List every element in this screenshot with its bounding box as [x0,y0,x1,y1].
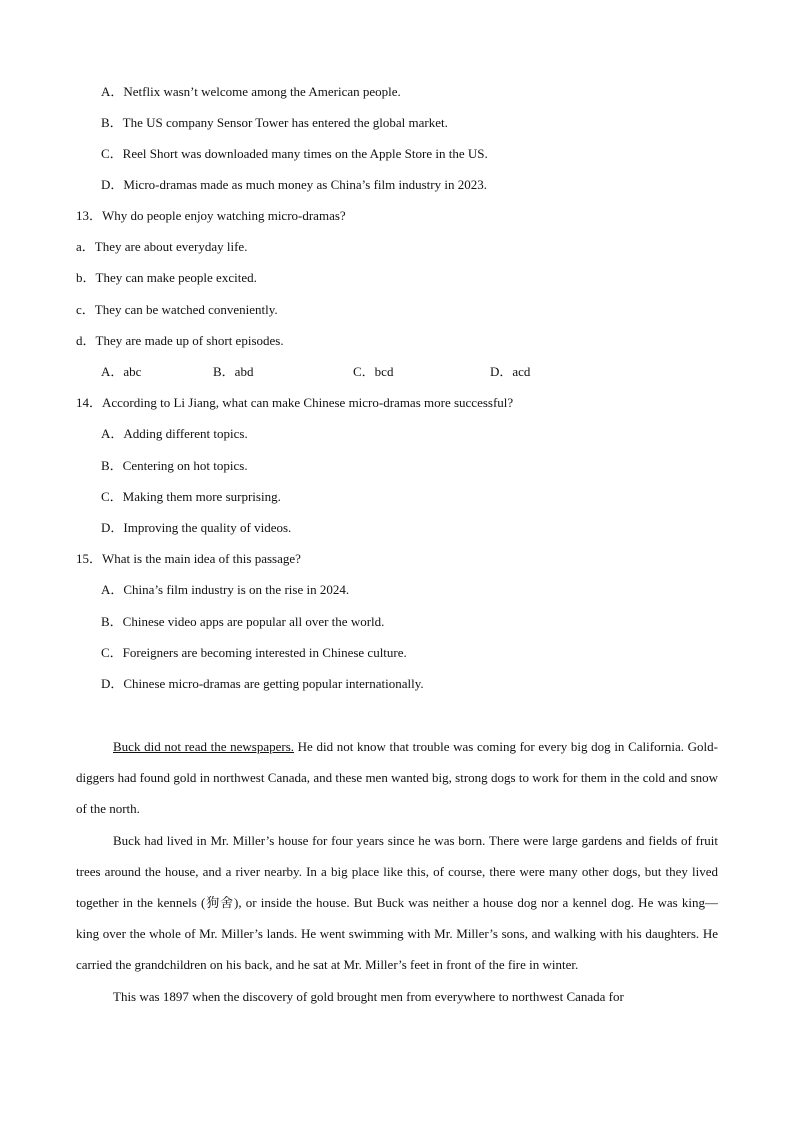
paragraph-1-text: He did not know that trouble was coming for every big dog in California. Gold-diggers had found gold in northwest Canada, and these men wanted big, strong dogs to work for them in the cold and snow of the north. [76,739,718,817]
q14-option-b: B．Centering on hot topics. [101,458,248,473]
q13-option-d: D．acd [490,364,531,379]
q13-option-c: C．bcd [353,364,394,379]
q14-option-d: D．Improving the quality of videos. [101,520,292,535]
passage-paragraph-1 [76,731,718,825]
q14-option-a: A．Adding different topics. [101,426,248,441]
q15-option-c: C．Foreigners are becoming interested in Chinese culture. [101,645,407,660]
q13-statement-b: b．They can make people excited. [76,270,257,285]
q12-option-c: C．Reel Short was downloaded many times on the Apple Store in the US. [101,146,488,161]
q15-option-d: D．Chinese micro-dramas are getting popular internationally. [101,676,424,691]
q15-option-a: A．China’s film industry is on the rise in 2024. [101,582,350,597]
q12-option-a: A．Netflix wasn’t welcome among the American people. [101,84,401,99]
q13-option-b: B．abd [213,364,254,379]
q15-option-b: B．Chinese video apps are popular all over the world. [101,614,385,629]
q13-statement-c: c．They can be watched conveniently. [76,302,278,317]
underlined-sentence: Buck did not read the newspapers. [113,739,295,754]
q13-option-a: A．abc [101,364,142,379]
q13-question: 13．Why do people enjoy watching micro-dramas? [76,208,346,223]
q12-option-d: D．Micro-dramas made as much money as China’s film industry in 2023. [101,177,487,192]
q13-statement-d: d．They are made up of short episodes. [76,333,284,348]
reading-passage [76,731,718,1012]
passage-paragraph-2: Buck had lived in Mr. Miller’s house for four years since he was born. There were large gardens and fields of fruit trees around the house, and a river nearby. In a big place like this, of course, there were many other dogs, but they lived together in the kennels (狗舍), or inside the house. But Buck was neither a house dog nor a kennel dog. He was king—king over the whole of Mr. Miller’s lands. He went swimming with Mr. Miller’s sons, and walking with his daughters. He carried the grandchildren on his back, and he sat at Mr. Miller’s feet in front of the fire in winter. [76,832,718,973]
q13-statement-a: a．They are about everyday life. [76,239,248,254]
q15-question: 15．What is the main idea of this passage? [76,551,301,566]
q12-option-b: B．The US company Sensor Tower has entered the global market. [101,115,448,130]
q14-question: 14．According to Li Jiang, what can make Chinese micro-dramas more successful? [76,395,514,410]
q14-option-c: C．Making them more surprising. [101,489,281,504]
passage-paragraph-3: This was 1897 when the discovery of gold brought men from everywhere to northwest Canada for [113,988,624,1004]
